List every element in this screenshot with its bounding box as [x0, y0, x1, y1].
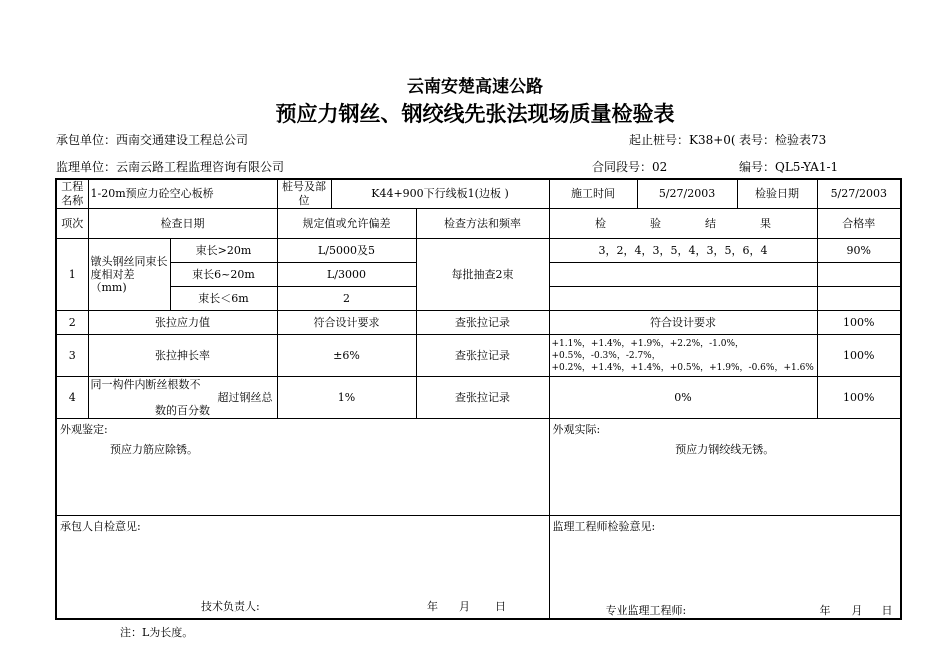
- table-row: [56, 377, 901, 419]
- pile-value: K44+900下行线板1(边板 ): [331, 179, 549, 209]
- row1-sub2-rate: [817, 263, 901, 287]
- row3-result-line1: +1.1%，+1.4%，+1.9%，+2.2%，-1.0%，+0.5%，-0.3%，-2.7%，: [551, 338, 745, 361]
- opinion-row: [56, 516, 901, 619]
- col-method: 检查方法和频率: [416, 209, 549, 239]
- title-main: 云南安楚高速公路: [407, 77, 543, 97]
- construct-time-value: 5/27/2003: [637, 179, 737, 209]
- inspect-date-value: 5/27/2003: [817, 179, 901, 209]
- table-row: [56, 311, 901, 335]
- col-pass-rate: 合格率: [817, 209, 901, 239]
- serial-number: 编号：QL5-YA1-1: [739, 160, 839, 174]
- row2-spec: 符合设计要求: [277, 311, 416, 335]
- column-header-row: [56, 209, 901, 239]
- row4-item-line2: 超过钢丝总: [217, 391, 273, 404]
- row4-no: 4: [56, 377, 88, 419]
- row4-method: 查张拉记录: [416, 377, 549, 419]
- project-value: 1-20m预应力砼空心板桥: [88, 179, 277, 209]
- row4-result: 0%: [549, 377, 817, 419]
- row1-method: 每批抽查2束: [416, 239, 549, 311]
- row3-method: 查张拉记录: [416, 335, 549, 377]
- pile-label: 桩号及部位: [277, 179, 331, 209]
- supervisor-opinion: [549, 516, 901, 619]
- footnote: 注：L为长度。: [120, 626, 194, 639]
- row1-sub1-rate: 90%: [817, 239, 901, 263]
- col-item-no: 项次: [56, 209, 88, 239]
- row1-sub3-spec: 2: [277, 287, 416, 311]
- row2-method: 查张拉记录: [416, 311, 549, 335]
- row2-rate: 100%: [817, 311, 901, 335]
- contractor-date-day: 日: [495, 599, 506, 613]
- row1-item: 镦头钢丝同束长度相对差（mm): [88, 239, 170, 311]
- row2-item: 张拉应力值: [88, 311, 277, 335]
- project-label: 工程名称: [56, 179, 88, 209]
- row4-rate: 100%: [817, 377, 901, 419]
- col-result: 检 验 结 果: [549, 209, 817, 239]
- info-row: [56, 179, 901, 209]
- table-row: [56, 335, 901, 377]
- table-row: [56, 239, 901, 263]
- row3-spec: ±6%: [277, 335, 416, 377]
- contractor-opinion: [56, 516, 549, 619]
- row4-item-line1: 同一构件内断丝根数不: [90, 378, 201, 391]
- contractor-date-year: 年: [427, 599, 438, 613]
- row3-no: 3: [56, 335, 88, 377]
- tech-lead-sign: 技术负责人:: [201, 599, 260, 613]
- row1-sub3-rate: [817, 287, 901, 311]
- supervisor-date-year: 年: [819, 603, 831, 617]
- supervisor-opinion-label: 监理工程师检验意见:: [552, 520, 656, 533]
- inspection-table: [55, 178, 902, 620]
- supervisor-engineer-sign: 专业监理工程师:: [605, 603, 687, 617]
- row1-sub3-result: [549, 287, 817, 311]
- supervisor-date-month: 月: [851, 603, 863, 617]
- appearance-left-text: 预应力筋应除锈。: [110, 443, 198, 456]
- row1-sub2-cond: 束长6~20m: [170, 263, 277, 287]
- title-sub: 预应力钢丝、钢绞线先张法现场质量检验表: [275, 101, 675, 126]
- appearance-right: [549, 419, 901, 516]
- appearance-right-text: 预应力钢绞线无锈。: [675, 443, 775, 456]
- row1-sub1-spec: L/5000及5: [277, 239, 416, 263]
- contract-section: 合同段号：02: [592, 160, 668, 174]
- row4-spec: 1%: [277, 377, 416, 419]
- row1-sub2-spec: L/3000: [277, 263, 416, 287]
- contractor-date-month: 月: [459, 599, 470, 613]
- appearance-row: [56, 419, 901, 516]
- inspect-date-label: 检验日期: [737, 179, 817, 209]
- row3-result-line2: +0.2%，+1.4%，+1.4%，+0.5%，+1.9%，-0.6%，+1.6%: [551, 362, 814, 373]
- supervisor-date-day: 日: [881, 603, 893, 617]
- row1-sub1-result: 3，2，4，3，5，4，3，5，6，4: [549, 239, 817, 263]
- row3-result: [549, 335, 817, 377]
- row2-no: 2: [56, 311, 88, 335]
- row3-rate: 100%: [817, 335, 901, 377]
- supervisor-unit: 监理单位：云南云路工程监理咨询有限公司: [56, 160, 285, 174]
- appearance-left: [56, 419, 549, 516]
- row1-no: 1: [56, 239, 88, 311]
- pile-range: 起止桩号：K38+0(: [629, 133, 736, 147]
- col-spec: 规定值或允许偏差: [277, 209, 416, 239]
- row4-item: [88, 377, 277, 419]
- construct-time-label: 施工时间: [549, 179, 637, 209]
- form-number: 表号：检验表73: [739, 133, 827, 147]
- appearance-right-label: 外观实际:: [552, 423, 601, 436]
- row1-sub1-cond: 束长>20m: [170, 239, 277, 263]
- row1-sub2-result: [549, 263, 817, 287]
- col-check-item: 检查日期: [88, 209, 277, 239]
- contractor-unit: 承包单位：西南交通建设工程总公司: [56, 133, 249, 147]
- appearance-left-label: 外观鉴定:: [60, 423, 108, 436]
- row2-result: 符合设计要求: [549, 311, 817, 335]
- row1-sub3-cond: 束长＜6m: [170, 287, 277, 311]
- row3-item: 张拉抻长率: [88, 335, 277, 377]
- contractor-opinion-label: 承包人自检意见:: [60, 520, 141, 533]
- row4-item-line3: 数的百分数: [155, 404, 210, 417]
